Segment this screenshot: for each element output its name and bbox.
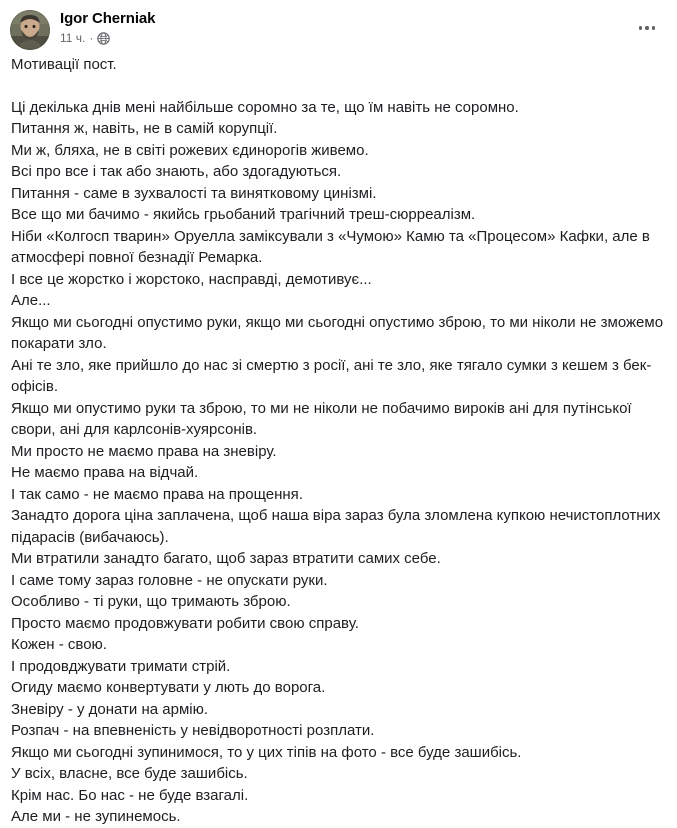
post-line: Ніби «Колгосп тварин» Оруелла заміксували з «Чумою» Камю та «Процесом» Кафки, але в атмосфері повної безнадії Ремарка. <box>11 227 650 266</box>
post-line: Ані те зло, яке прийшло до нас зі смертю з росії, ані те зло, яке тягало сумки з кешем з бек-офісів. <box>11 356 652 395</box>
post-line: Не маємо права на відчай. <box>11 464 199 481</box>
post-line: Питання - саме в зухвалості та винятковому цинізмі. <box>11 184 377 202</box>
post-line: Всі про все і так або знають, або здогадуються. <box>11 163 342 180</box>
post-line: І так само - не маємо права на прощення. <box>11 485 303 503</box>
meta-separator: · <box>89 31 94 45</box>
post-line: Ми просто не маємо права на зневіру. <box>11 442 277 460</box>
post-line: Особливо - ті руки, що тримають зброю. <box>11 593 291 610</box>
post-line: Розпач - на впевненість у невідворотності розплати. <box>11 722 375 739</box>
avatar[interactable] <box>10 10 50 50</box>
post-line: Крім нас. Бо нас - не буде взагалі. <box>11 786 249 804</box>
post-line: Ми ж, бляха, не в світі рожевих єдинорогів живемо. <box>11 141 369 159</box>
post-line: Якщо ми опустимо руки та зброю, то ми не ніколи не побачимо вироків ані для путінської свори, ані для карлсонів-хуярсонів. <box>11 399 632 438</box>
post-line: У всіх, власне, все буде зашибісь. <box>11 765 248 782</box>
author-name[interactable]: Igor Cherniak <box>60 10 156 27</box>
post-line: Все що ми бачимо - якийсь грьобаний трагічний треш-сюрреалізм. <box>11 206 476 223</box>
post-line: Зневіру - у донати на армію. <box>11 700 209 718</box>
post-line: Огиду маємо конвертувати у лють до ворога. <box>11 679 326 696</box>
post-line: Ці декілька днів мені найбільше соромно за те, що їм навіть не соромно. <box>11 98 519 116</box>
post-line: Занадто дорога ціна заплачена, щоб наша віра зараз була зломлена купкою нечистоплотних підарасів (вибачаюсь). <box>11 507 661 546</box>
post-line: Кожен - свою. <box>11 636 107 653</box>
post-line: Мотивації пост. <box>11 56 117 73</box>
post-line: Питання ж, навіть, не в самій корупції. <box>11 120 278 137</box>
post-header-text <box>60 8 155 46</box>
post-line: І продовджувати тримати стрій. <box>11 657 231 675</box>
post-body <box>0 52 677 828</box>
post-line: І саме тому зараз головне - не опускати руки. <box>11 571 328 589</box>
post-timestamp[interactable]: 11 ч. <box>60 31 86 45</box>
post-options-button[interactable] <box>631 12 663 44</box>
post-line: Але ми - не зупинемось. <box>11 808 181 825</box>
post-meta <box>60 30 155 46</box>
post-line: Ми втратили занадто багато, щоб зараз втратити самих себе. <box>11 550 441 567</box>
globe-icon[interactable] <box>97 32 110 45</box>
post-line: І все це жорстко і жорстоко, насправді, демотивує... <box>11 270 372 288</box>
post-line: Якщо ми сьогодні опустимо руки, якщо ми сьогодні опустимо зброю, то ми ніколи не зможемо покарати зло. <box>11 313 664 352</box>
post-line: Якщо ми сьогодні зупинимося, то у цих тіпів на фото - все буде зашибісь. <box>11 743 522 761</box>
post-line: Просто маємо продовжувати робити свою справу. <box>11 614 359 632</box>
post-line: Але... <box>11 292 51 309</box>
ellipsis-horizontal-icon <box>639 26 656 30</box>
post-header <box>0 0 677 52</box>
paragraph-gap <box>11 76 665 97</box>
